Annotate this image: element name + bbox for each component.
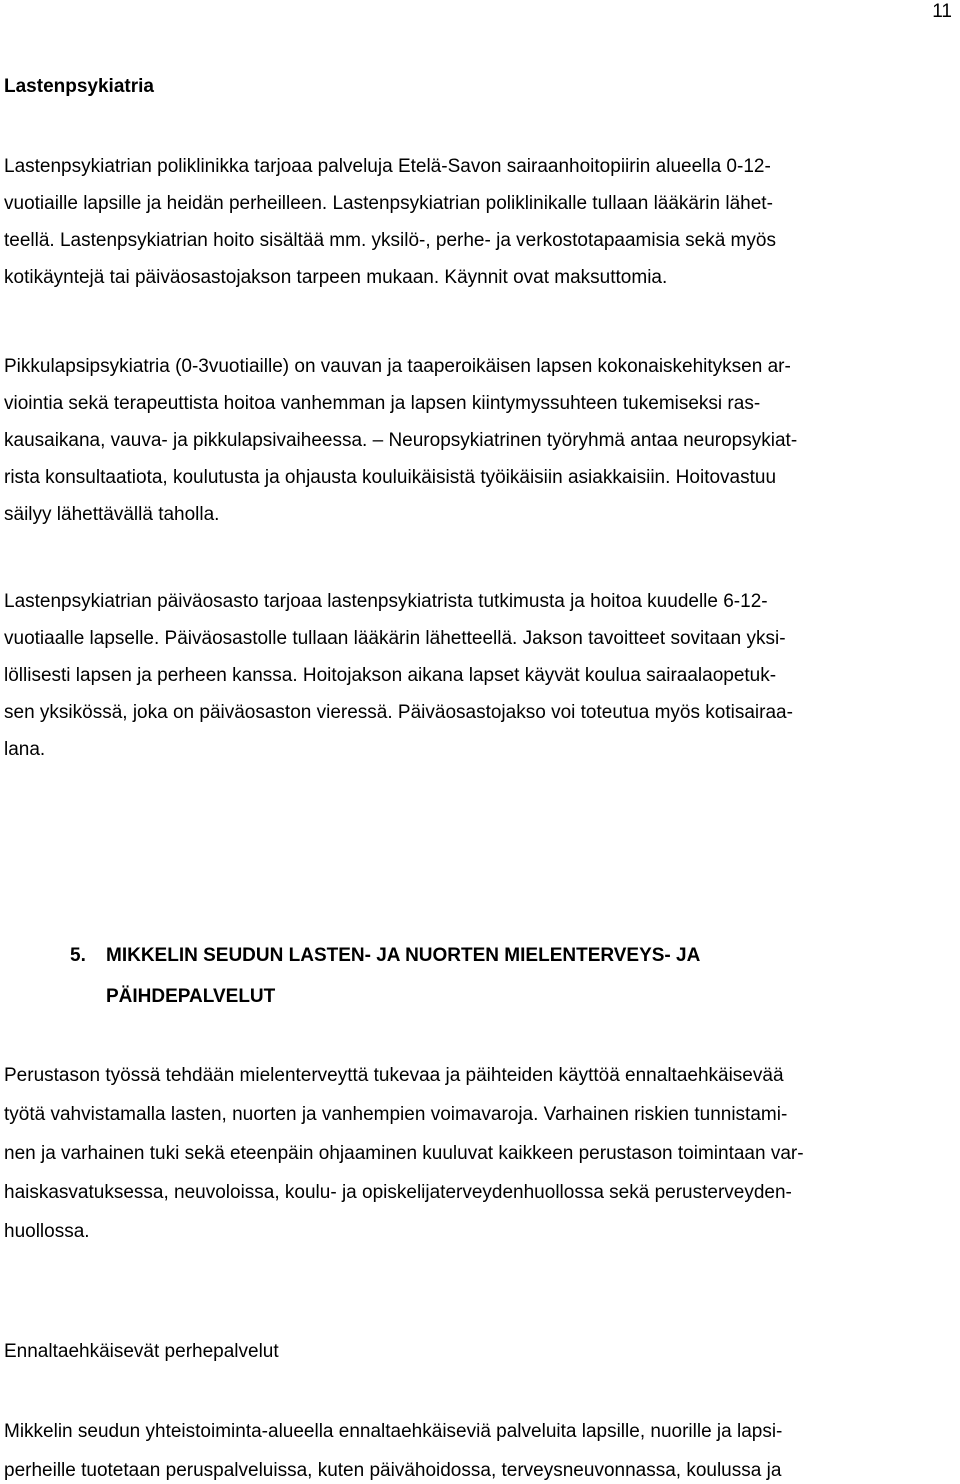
text-line: Pikkulapsipsykiatria (0-3vuotiaille) on vauvan ja taaperoikäisen lapsen kokonaiskehityksen ar-: [4, 356, 791, 377]
text-line: löllisesti lapsen ja perheen kanssa. Hoitojakson aikana lapset käyvät koulua sairaalaopetuk-: [4, 665, 777, 686]
text-line: perheille tuotetaan peruspalveluissa, kuten päivähoidossa, terveysneuvonnassa, koulussa ja: [4, 1460, 782, 1481]
text-line: huollossa.: [4, 1221, 90, 1242]
text-line: kotikäyntejä tai päiväosastojakson tarpeen mukaan. Käynnit ovat maksuttomia.: [4, 267, 668, 288]
text-line: kausaikana, vauva- ja pikkulapsivaiheessa. – Neuropsykiatrinen työryhmä antaa neuropsykiat-: [4, 430, 798, 451]
subheading-perhepalvelut: Ennaltaehkäisevät perhepalvelut: [4, 1341, 279, 1362]
section-title-lastenpsykiatria: Lastenpsykiatria: [4, 76, 154, 97]
text-line: haiskasvatuksessa, neuvoloissa, koulu- ja opiskelijaterveydenhuollossa sekä perusterveyden-: [4, 1182, 792, 1203]
text-line: Lastenpsykiatrian poliklinikka tarjoaa palveluja Etelä-Savon sairaanhoitopiirin alueella 0-12-: [4, 156, 771, 177]
text-line: Lastenpsykiatrian päiväosasto tarjoaa lastenpsykiatrista tutkimusta ja hoitoa kuudelle 6-12-: [4, 591, 768, 612]
text-line: lana.: [4, 739, 46, 760]
page-number: 11: [932, 1, 952, 22]
text-line: viointia sekä terapeuttista hoitoa vanhemman ja lapsen kiintymyssuhteen tukemiseksi ras-: [4, 393, 761, 414]
text-line: sen yksikössä, joka on päiväosaston vieressä. Päiväosastojakso voi toteutua myös kotisairaa-: [4, 702, 793, 723]
section-title-line: MIKKELIN SEUDUN LASTEN- JA NUORTEN MIELENTERVEYS- JA: [106, 945, 701, 966]
text-line: rista konsultaatiota, koulutusta ja ohjausta kouluikäisistä työikäisiin asiakkaisiin. Hoitovastuu: [4, 467, 777, 488]
text-line: teellä. Lastenpsykiatrian hoito sisältää mm. yksilö-, perhe- ja verkostotapaamisia sekä myös: [4, 230, 776, 251]
text-line: työtä vahvistamalla lasten, nuorten ja vanhempien voimavaroja. Varhainen riskien tunnistami-: [4, 1104, 788, 1125]
text-line: Perustason työssä tehdään mielenterveyttä tukevaa ja päihteiden käyttöä ennaltaehkäisevää: [4, 1065, 784, 1086]
section-title-line: PÄIHDEPALVELUT: [106, 986, 276, 1007]
text-line: vuotiaille lapsille ja heidän perheilleen. Lastenpsykiatrian poliklinikalle tullaan lääkärin lähet-: [4, 193, 773, 214]
text-line: nen ja varhainen tuki sekä eteenpäin ohjaaminen kuuluvat kaikkeen perustason toimintaan var-: [4, 1143, 804, 1164]
text-line: säilyy lähettävällä taholla.: [4, 504, 220, 525]
text-line: vuotiaalle lapselle. Päiväosastolle tullaan lääkärin lähetteellä. Jakson tavoitteet sovitaan yksi-: [4, 628, 786, 649]
section-number: 5.: [70, 945, 86, 966]
text-line: Mikkelin seudun yhteistoiminta-alueella ennaltaehkäiseviä palveluita lapsille, nuorille ja lapsi-: [4, 1421, 783, 1442]
